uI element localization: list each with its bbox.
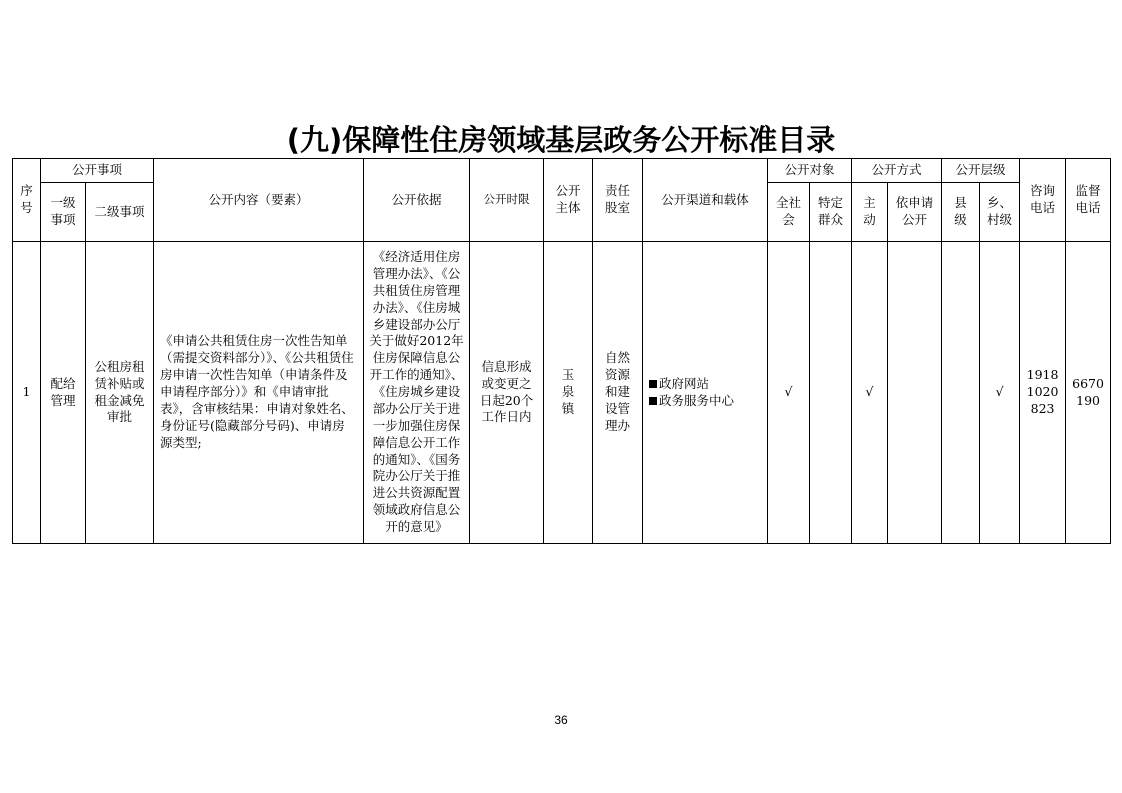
channel-label: 政府网站 <box>659 375 710 391</box>
cell-method-active: √ <box>852 242 888 544</box>
cell-seq: 1 <box>13 242 41 544</box>
cell-level-county <box>942 242 980 544</box>
header-level-county: 县级 <box>942 183 980 242</box>
header-target-specific: 特定群众 <box>810 183 852 242</box>
page-title: (九)保障性住房领域基层政务公开标准目录 <box>286 123 836 157</box>
header-matters: 公开事项 <box>41 159 154 183</box>
header-method: 公开方式 <box>852 159 942 183</box>
header-target: 公开对象 <box>768 159 852 183</box>
cell-subject: 玉泉镇 <box>544 242 593 544</box>
header-level2: 二级事项 <box>86 183 154 242</box>
cell-level2: 公租房租赁补贴或租金减免审批 <box>86 242 154 544</box>
cell-time-limit: 信息形成或变更之日起20个工作日内 <box>470 242 544 544</box>
header-method-active: 主动 <box>852 183 888 242</box>
cell-office: 自然资源和建设管理办 <box>593 242 643 544</box>
header-level: 公开层级 <box>942 159 1020 183</box>
cell-supervise-phone: 6670190 <box>1066 242 1111 544</box>
header-method-request: 依申请公开 <box>888 183 942 242</box>
channel-label: 政务服务中心 <box>659 392 735 408</box>
cell-consult-phone: 19181020823 <box>1020 242 1066 544</box>
header-level1: 一级事项 <box>41 183 86 242</box>
header-subject: 公开主体 <box>544 159 593 242</box>
square-bullet-icon <box>649 397 657 405</box>
header-supervise-phone: 监督电话 <box>1066 159 1111 242</box>
channel-item <box>649 376 764 393</box>
catalog-table <box>12 158 1111 544</box>
cell-method-request <box>888 242 942 544</box>
header-office: 责任股室 <box>593 159 643 242</box>
cell-basis: 《经济适用住房管理办法》、《公共租赁住房管理办法》、《住房城乡建设部办公厅关于做好2012年住房保障信息公开工作的通知》、《住房城乡建设部办公厅关于进一步加强住房保障信息公开工作的通知》、《国务院办公厅关于推进公共资源配置领域政府信息公开的意见》 <box>364 242 470 544</box>
header-time-limit: 公开时限 <box>470 159 544 242</box>
header-row-1 <box>13 159 1111 183</box>
header-channels: 公开渠道和载体 <box>643 159 768 242</box>
header-content: 公开内容（要素） <box>154 159 364 242</box>
channel-item <box>649 393 764 410</box>
header-consult-phone: 咨询电话 <box>1020 159 1066 242</box>
cell-channels <box>643 242 768 544</box>
header-level-town: 乡、村级 <box>980 183 1020 242</box>
cell-level1: 配给管理 <box>41 242 86 544</box>
header-seq: 序号 <box>13 159 41 242</box>
page-number: 36 <box>554 713 568 727</box>
square-bullet-icon <box>649 380 657 388</box>
cell-target-specific <box>810 242 852 544</box>
cell-target-all: √ <box>768 242 810 544</box>
header-target-all: 全社会 <box>768 183 810 242</box>
cell-level-town: √ <box>980 242 1020 544</box>
cell-content: 《申请公共租赁住房一次性告知单（需提交资料部分）》、《公共租赁住房申请一次性告知单（申请条件及申请程序部分）》和《申请审批表》，含审核结果：申请对象姓名、身份证号(隐藏部分号码)、申请房源类型; <box>154 242 364 544</box>
table-row <box>13 242 1111 544</box>
header-basis: 公开依据 <box>364 159 470 242</box>
